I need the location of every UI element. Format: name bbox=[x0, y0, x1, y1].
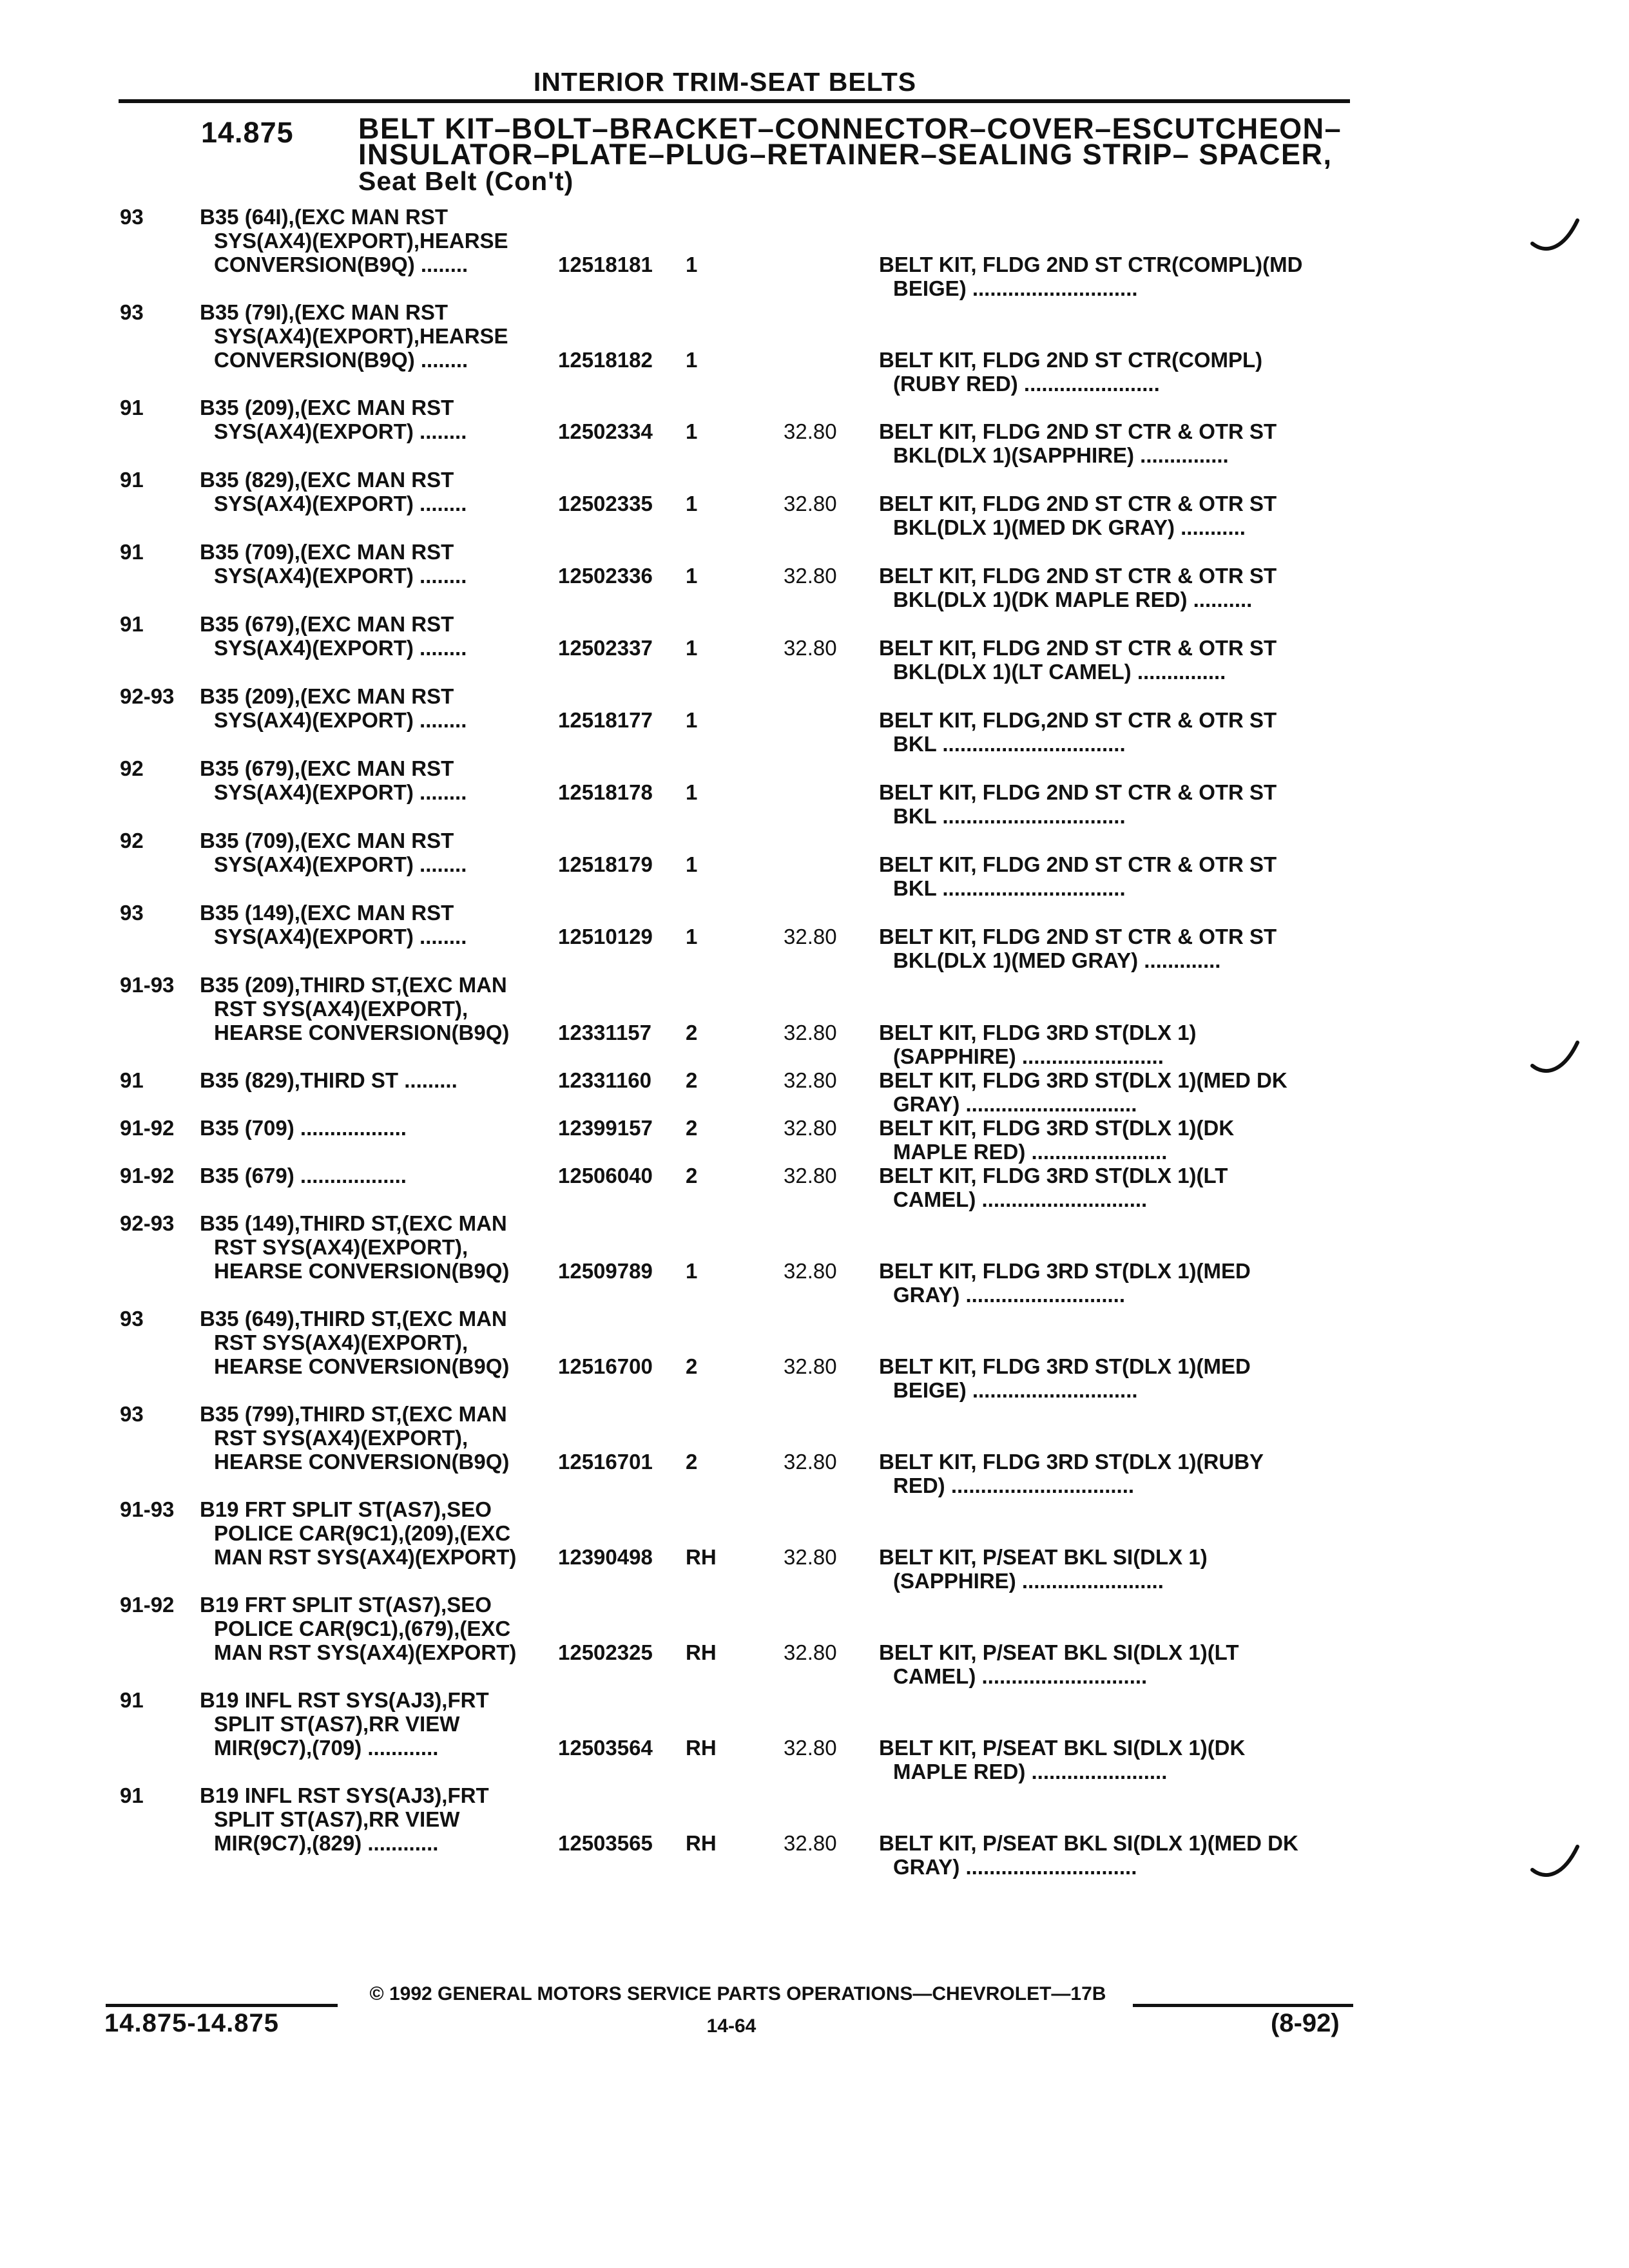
model-description bbox=[200, 901, 561, 948]
model-description bbox=[200, 300, 561, 372]
part-number: 12502335 bbox=[558, 492, 653, 515]
model-description-line: RST SYS(AX4)(EXPORT), bbox=[214, 997, 468, 1021]
part-description-line: BELT KIT, FLDG 3RD ST(DLX 1) bbox=[879, 1021, 1197, 1044]
model-description-line: B35 (829),THIRD ST ......... bbox=[200, 1068, 458, 1092]
model-description-line: RST SYS(AX4)(EXPORT), bbox=[214, 1235, 468, 1259]
quantity: 1 bbox=[686, 253, 698, 276]
part-description-line: (SAPPHIRE) ........................ bbox=[893, 1569, 1164, 1593]
model-year: 91-92 bbox=[120, 1593, 175, 1617]
model-description bbox=[200, 468, 561, 515]
model-description-line: POLICE CAR(9C1),(679),(EXC bbox=[214, 1617, 511, 1640]
part-number: 12502337 bbox=[558, 636, 653, 660]
model-description bbox=[200, 1116, 561, 1140]
model-year: 91-92 bbox=[120, 1116, 175, 1140]
part-number: 12516701 bbox=[558, 1450, 653, 1474]
part-description-line: BELT KIT, FLDG 3RD ST(DLX 1)(RUBY bbox=[879, 1450, 1264, 1474]
model-description bbox=[200, 1307, 561, 1378]
model-description-line: HEARSE CONVERSION(B9Q) bbox=[214, 1259, 510, 1283]
part-description-line: BKL(DLX 1)(SAPPHIRE) ............... bbox=[893, 443, 1229, 467]
part-description bbox=[879, 253, 1356, 300]
price: 32.80 bbox=[784, 1354, 837, 1378]
price: 32.80 bbox=[784, 1259, 837, 1283]
part-description-line: BELT KIT, FLDG 2ND ST CTR & OTR ST bbox=[879, 492, 1277, 515]
part-description bbox=[879, 1164, 1356, 1211]
footer-page-number: 14-64 bbox=[706, 2015, 757, 2037]
part-number: 12331160 bbox=[558, 1068, 652, 1092]
part-description-line: BELT KIT, FLDG 3RD ST(DLX 1)(LT bbox=[879, 1164, 1228, 1187]
price: 32.80 bbox=[784, 564, 837, 588]
part-number: 12510129 bbox=[558, 925, 653, 948]
model-description-line: SPLIT ST(AS7),RR VIEW bbox=[214, 1712, 460, 1736]
quantity: 2 bbox=[686, 1450, 698, 1474]
part-description-line: RED) ............................... bbox=[893, 1474, 1135, 1497]
section-subtitle: Seat Belt (Con't) bbox=[358, 166, 574, 196]
price: 32.80 bbox=[784, 1545, 837, 1569]
quantity: RH bbox=[686, 1545, 717, 1569]
part-description bbox=[879, 1545, 1356, 1593]
quantity: 1 bbox=[686, 348, 698, 372]
model-description-line: B35 (149),(EXC MAN RST bbox=[200, 901, 454, 925]
model-year: 91-93 bbox=[120, 973, 175, 997]
price: 32.80 bbox=[784, 1831, 837, 1855]
part-description-line: (RUBY RED) ....................... bbox=[893, 372, 1160, 396]
model-year: 91 bbox=[120, 1068, 144, 1092]
quantity: 1 bbox=[686, 1259, 698, 1283]
footer-section-range: 14.875-14.875 bbox=[104, 2009, 280, 2037]
part-description bbox=[879, 1640, 1356, 1688]
part-description bbox=[879, 1021, 1356, 1068]
part-description bbox=[879, 708, 1356, 756]
price: 32.80 bbox=[784, 636, 837, 660]
quantity: 1 bbox=[686, 708, 698, 732]
quantity: 2 bbox=[686, 1021, 698, 1044]
model-year: 91 bbox=[120, 1688, 144, 1712]
part-description bbox=[879, 1068, 1356, 1116]
price: 32.80 bbox=[784, 1068, 837, 1092]
model-description-line: SYS(AX4)(EXPORT) ........ bbox=[214, 708, 467, 732]
model-description-line: SYS(AX4)(EXPORT),HEARSE bbox=[214, 324, 508, 348]
part-description-line: CAMEL) ............................ bbox=[893, 1664, 1148, 1688]
model-description-line: MIR(9C7),(709) ............ bbox=[214, 1736, 439, 1760]
part-number: 12502336 bbox=[558, 564, 653, 588]
part-description bbox=[879, 780, 1356, 828]
model-description-line: CONVERSION(B9Q) ........ bbox=[214, 253, 468, 276]
part-description bbox=[879, 1831, 1356, 1879]
section-number: 14.875 bbox=[201, 116, 294, 149]
quantity: 1 bbox=[686, 852, 698, 876]
part-description-line: BELT KIT, P/SEAT BKL SI(DLX 1)(DK bbox=[879, 1736, 1246, 1760]
model-description bbox=[200, 540, 561, 588]
part-description-line: BELT KIT, FLDG 2ND ST CTR & OTR ST bbox=[879, 925, 1277, 948]
model-description bbox=[200, 1783, 561, 1855]
part-description bbox=[879, 636, 1356, 684]
part-number: 12518179 bbox=[558, 852, 653, 876]
page-title: INTERIOR TRIM-SEAT BELTS bbox=[533, 67, 917, 97]
model-description-line: B19 FRT SPLIT ST(AS7),SEO bbox=[200, 1593, 492, 1617]
part-description bbox=[879, 419, 1356, 467]
model-description-line: B35 (649),THIRD ST,(EXC MAN bbox=[200, 1307, 507, 1331]
part-number: 12390498 bbox=[558, 1545, 653, 1569]
model-description-line: B35 (209),(EXC MAN RST bbox=[200, 684, 454, 708]
model-description-line: HEARSE CONVERSION(B9Q) bbox=[214, 1021, 510, 1044]
model-description-line: MIR(9C7),(829) ............ bbox=[214, 1831, 439, 1855]
quantity: 1 bbox=[686, 636, 698, 660]
part-number: 12503565 bbox=[558, 1831, 653, 1855]
model-year: 93 bbox=[120, 1402, 144, 1426]
model-description-line: B35 (64I),(EXC MAN RST bbox=[200, 205, 448, 229]
price: 32.80 bbox=[784, 492, 837, 515]
price: 32.80 bbox=[784, 1116, 837, 1140]
part-description-line: BELT KIT, FLDG 3RD ST(DLX 1)(DK bbox=[879, 1116, 1235, 1140]
part-description-line: MAPLE RED) ....................... bbox=[893, 1760, 1168, 1783]
quantity: 1 bbox=[686, 925, 698, 948]
model-year: 91 bbox=[120, 540, 144, 564]
model-year: 91-93 bbox=[120, 1497, 175, 1521]
part-description bbox=[879, 852, 1356, 900]
check-mark-icon bbox=[1530, 216, 1581, 255]
model-description bbox=[200, 1164, 561, 1187]
model-description-line: B35 (829),(EXC MAN RST bbox=[200, 468, 454, 492]
model-description-line: POLICE CAR(9C1),(209),(EXC bbox=[214, 1521, 511, 1545]
price: 32.80 bbox=[784, 1164, 837, 1187]
part-number: 12516700 bbox=[558, 1354, 653, 1378]
quantity: 1 bbox=[686, 419, 698, 443]
price: 32.80 bbox=[784, 1450, 837, 1474]
part-description-line: BELT KIT, FLDG 2ND ST CTR & OTR ST bbox=[879, 852, 1277, 876]
model-description bbox=[200, 1593, 561, 1664]
model-description-line: SYS(AX4)(EXPORT) ........ bbox=[214, 419, 467, 443]
model-description-line: B19 INFL RST SYS(AJ3),FRT bbox=[200, 1688, 489, 1712]
part-number: 12518182 bbox=[558, 348, 653, 372]
part-description-line: BELT KIT, FLDG 2ND ST CTR(COMPL) bbox=[879, 348, 1263, 372]
model-year: 93 bbox=[120, 901, 144, 925]
check-mark-icon bbox=[1530, 1039, 1581, 1077]
quantity: 1 bbox=[686, 492, 698, 515]
model-description-line: B35 (679),(EXC MAN RST bbox=[200, 756, 454, 780]
part-description-line: BKL ............................... bbox=[893, 732, 1126, 756]
part-description bbox=[879, 1354, 1356, 1402]
part-number: 12331157 bbox=[558, 1021, 652, 1044]
model-year: 93 bbox=[120, 300, 144, 324]
part-description-line: (SAPPHIRE) ........................ bbox=[893, 1044, 1164, 1068]
model-description-line: B35 (679),(EXC MAN RST bbox=[200, 612, 454, 636]
model-year: 91 bbox=[120, 1783, 144, 1807]
part-description-line: GRAY) ............................. bbox=[893, 1092, 1137, 1116]
top-rule bbox=[119, 99, 1350, 103]
part-number: 12503564 bbox=[558, 1736, 653, 1760]
part-description-line: GRAY) ............................. bbox=[893, 1855, 1137, 1879]
model-description-line: B35 (709),(EXC MAN RST bbox=[200, 540, 454, 564]
model-description bbox=[200, 1211, 561, 1283]
model-description-line: HEARSE CONVERSION(B9Q) bbox=[214, 1450, 510, 1474]
model-description-line: SYS(AX4)(EXPORT) ........ bbox=[214, 780, 467, 804]
model-description-line: B35 (209),THIRD ST,(EXC MAN bbox=[200, 973, 507, 997]
price: 32.80 bbox=[784, 925, 837, 948]
model-description-line: B19 FRT SPLIT ST(AS7),SEO bbox=[200, 1497, 492, 1521]
model-description bbox=[200, 1497, 561, 1569]
model-description-line: MAN RST SYS(AX4)(EXPORT) bbox=[214, 1640, 517, 1664]
model-description-line: SYS(AX4)(EXPORT) ........ bbox=[214, 852, 467, 876]
model-description-line: RST SYS(AX4)(EXPORT), bbox=[214, 1426, 468, 1450]
quantity: 2 bbox=[686, 1116, 698, 1140]
section-title-line-1: BELT KIT–BOLT–BRACKET–CONNECTOR–COVER–ESCUTCHEON– bbox=[358, 112, 1342, 145]
part-description-line: BKL ............................... bbox=[893, 804, 1126, 828]
model-description-line: SYS(AX4)(EXPORT) ........ bbox=[214, 636, 467, 660]
part-description-line: BELT KIT, P/SEAT BKL SI(DLX 1)(MED DK bbox=[879, 1831, 1298, 1855]
model-description-line: B35 (709) .................. bbox=[200, 1116, 407, 1140]
part-description bbox=[879, 1259, 1356, 1307]
model-description-line: SYS(AX4)(EXPORT) ........ bbox=[214, 492, 467, 515]
model-year: 91 bbox=[120, 612, 144, 636]
part-description-line: BELT KIT, FLDG 2ND ST CTR & OTR ST bbox=[879, 780, 1277, 804]
model-description bbox=[200, 612, 561, 660]
part-number: 12506040 bbox=[558, 1164, 653, 1187]
part-description-line: BELT KIT, P/SEAT BKL SI(DLX 1) bbox=[879, 1545, 1208, 1569]
part-description-line: BELT KIT, FLDG,2ND ST CTR & OTR ST bbox=[879, 708, 1277, 732]
part-description-line: BELT KIT, FLDG 2ND ST CTR & OTR ST bbox=[879, 564, 1277, 588]
part-description bbox=[879, 564, 1356, 611]
part-description-line: BEIGE) ............................ bbox=[893, 1378, 1138, 1402]
part-description-line: BKL(DLX 1)(DK MAPLE RED) .......... bbox=[893, 588, 1253, 611]
model-description bbox=[200, 1068, 561, 1092]
part-description-line: BKL(DLX 1)(MED GRAY) ............. bbox=[893, 948, 1221, 972]
quantity: RH bbox=[686, 1736, 717, 1760]
part-description bbox=[879, 1736, 1356, 1783]
part-description-line: CAMEL) ............................ bbox=[893, 1187, 1148, 1211]
model-year: 93 bbox=[120, 1307, 144, 1331]
part-description-line: BELT KIT, FLDG 2ND ST CTR & OTR ST bbox=[879, 636, 1277, 660]
model-year: 92-93 bbox=[120, 684, 175, 708]
quantity: 1 bbox=[686, 564, 698, 588]
part-description-line: BELT KIT, FLDG 3RD ST(DLX 1)(MED bbox=[879, 1354, 1251, 1378]
quantity: 2 bbox=[686, 1354, 698, 1378]
part-description bbox=[879, 925, 1356, 972]
part-description-line: BEIGE) ............................ bbox=[893, 276, 1138, 300]
part-description-line: BELT KIT, FLDG 3RD ST(DLX 1)(MED bbox=[879, 1259, 1251, 1283]
part-number: 12399157 bbox=[558, 1116, 653, 1140]
model-description-line: B35 (709),(EXC MAN RST bbox=[200, 829, 454, 852]
part-description-line: GRAY) ........................... bbox=[893, 1283, 1126, 1307]
model-description bbox=[200, 1688, 561, 1760]
model-description bbox=[200, 1402, 561, 1474]
model-description-line: CONVERSION(B9Q) ........ bbox=[214, 348, 468, 372]
check-mark-icon bbox=[1530, 1843, 1581, 1881]
model-description-line: SPLIT ST(AS7),RR VIEW bbox=[214, 1807, 460, 1831]
model-description-line: B35 (79I),(EXC MAN RST bbox=[200, 300, 448, 324]
part-description-line: MAPLE RED) ....................... bbox=[893, 1140, 1168, 1164]
quantity: 2 bbox=[686, 1068, 698, 1092]
model-description bbox=[200, 684, 561, 732]
model-description-line: HEARSE CONVERSION(B9Q) bbox=[214, 1354, 510, 1378]
price: 32.80 bbox=[784, 1021, 837, 1044]
model-description-line: SYS(AX4)(EXPORT),HEARSE bbox=[214, 229, 508, 253]
part-number: 12509789 bbox=[558, 1259, 653, 1283]
model-year: 92-93 bbox=[120, 1211, 175, 1235]
price: 32.80 bbox=[784, 1736, 837, 1760]
section-title bbox=[358, 112, 1364, 171]
model-description-line: B19 INFL RST SYS(AJ3),FRT bbox=[200, 1783, 489, 1807]
model-description bbox=[200, 756, 561, 804]
model-year: 91 bbox=[120, 468, 144, 492]
model-description-line: RST SYS(AX4)(EXPORT), bbox=[214, 1331, 468, 1354]
quantity: 2 bbox=[686, 1164, 698, 1187]
part-description-line: BELT KIT, FLDG 3RD ST(DLX 1)(MED DK bbox=[879, 1068, 1287, 1092]
part-description-line: BELT KIT, FLDG 2ND ST CTR & OTR ST bbox=[879, 419, 1277, 443]
part-description-line: BELT KIT, P/SEAT BKL SI(DLX 1)(LT bbox=[879, 1640, 1239, 1664]
quantity: 1 bbox=[686, 780, 698, 804]
model-year: 91 bbox=[120, 396, 144, 419]
price: 32.80 bbox=[784, 1640, 837, 1664]
quantity: RH bbox=[686, 1640, 717, 1664]
model-year: 92 bbox=[120, 756, 144, 780]
part-number: 12502334 bbox=[558, 419, 653, 443]
model-description-line: MAN RST SYS(AX4)(EXPORT) bbox=[214, 1545, 517, 1569]
model-description-line: B35 (209),(EXC MAN RST bbox=[200, 396, 454, 419]
part-description-line: BELT KIT, FLDG 2ND ST CTR(COMPL)(MD bbox=[879, 253, 1303, 276]
footer-date: (8-92) bbox=[1271, 2009, 1340, 2037]
model-description bbox=[200, 205, 561, 276]
part-number: 12518181 bbox=[558, 253, 653, 276]
part-number: 12518177 bbox=[558, 708, 653, 732]
footer-copyright: © 1992 GENERAL MOTORS SERVICE PARTS OPERATIONS—CHEVROLET—17B bbox=[369, 1983, 1106, 2004]
model-description bbox=[200, 973, 561, 1044]
model-description-line: B35 (149),THIRD ST,(EXC MAN bbox=[200, 1211, 507, 1235]
part-description-line: BKL(DLX 1)(MED DK GRAY) ........... bbox=[893, 515, 1246, 539]
part-description bbox=[879, 1450, 1356, 1497]
quantity: RH bbox=[686, 1831, 717, 1855]
model-description bbox=[200, 396, 561, 443]
part-number: 12518178 bbox=[558, 780, 653, 804]
price: 32.80 bbox=[784, 419, 837, 443]
model-year: 93 bbox=[120, 205, 144, 229]
part-description bbox=[879, 348, 1356, 396]
model-description-line: SYS(AX4)(EXPORT) ........ bbox=[214, 564, 467, 588]
part-number: 12502325 bbox=[558, 1640, 653, 1664]
model-description-line: B35 (679) .................. bbox=[200, 1164, 407, 1187]
model-description-line: SYS(AX4)(EXPORT) ........ bbox=[214, 925, 467, 948]
section-title-line-2: INSULATOR–PLATE–PLUG–RETAINER–SEALING STRIP– SPACER, bbox=[358, 138, 1333, 171]
part-description bbox=[879, 492, 1356, 539]
model-description-line: B35 (799),THIRD ST,(EXC MAN bbox=[200, 1402, 507, 1426]
part-description bbox=[879, 1116, 1356, 1164]
model-description bbox=[200, 829, 561, 876]
model-year: 91-92 bbox=[120, 1164, 175, 1187]
model-year: 92 bbox=[120, 829, 144, 852]
part-description-line: BKL(DLX 1)(LT CAMEL) ............... bbox=[893, 660, 1226, 684]
part-description-line: BKL ............................... bbox=[893, 876, 1126, 900]
